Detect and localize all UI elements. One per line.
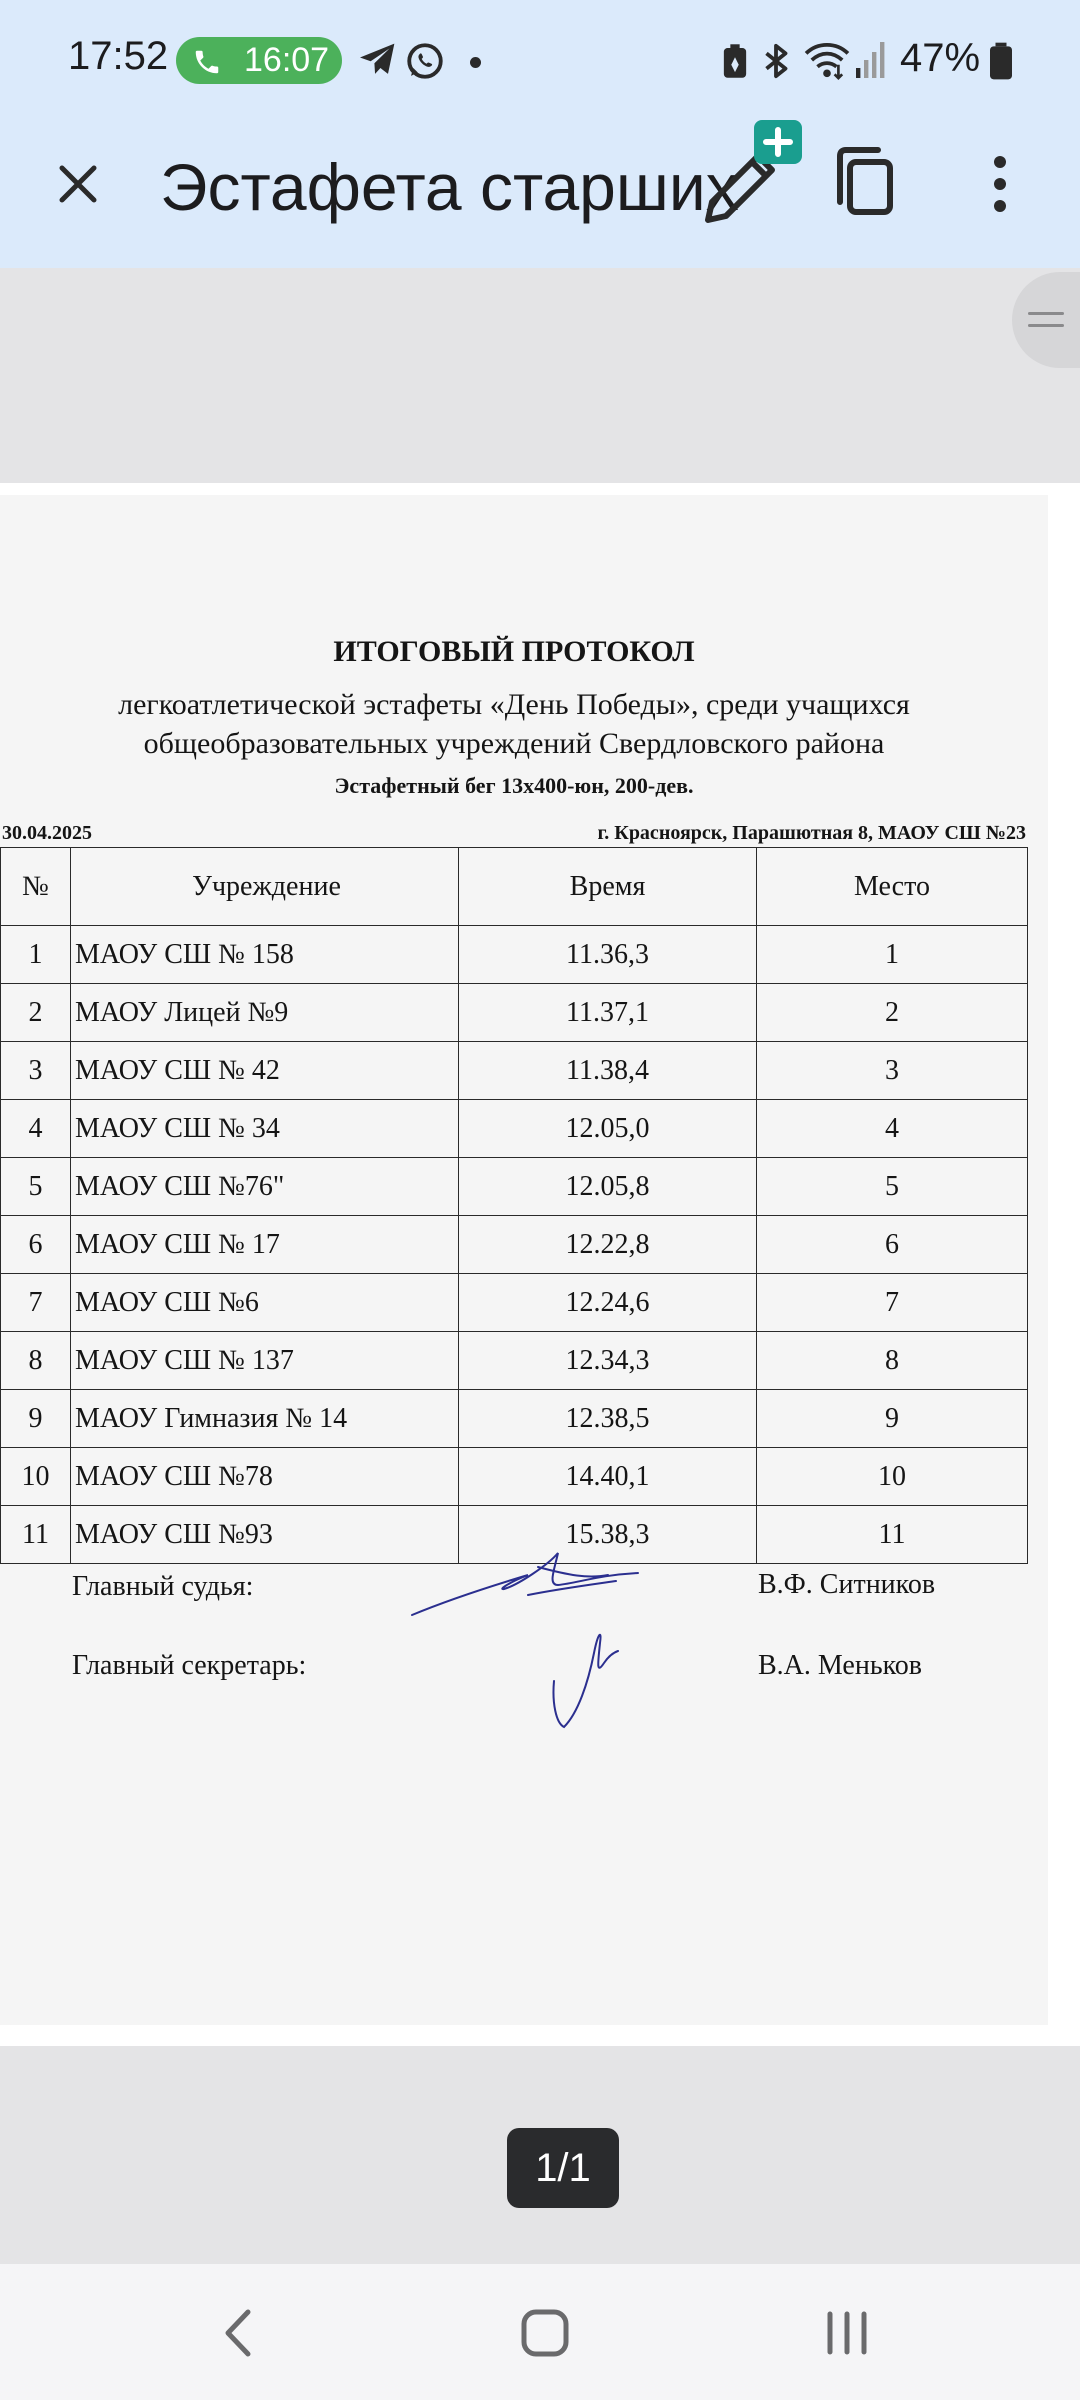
cell-time: 11.37,1 (459, 984, 757, 1042)
edit-add-icon[interactable] (694, 120, 804, 230)
table-row (1, 1274, 1028, 1332)
table-row (1, 1100, 1028, 1158)
table-row (1, 1042, 1028, 1100)
header-num: № (1, 848, 71, 926)
cell-num: 8 (1, 1332, 71, 1390)
copy-icon[interactable] (826, 144, 906, 224)
cell-time: 11.38,4 (459, 1042, 757, 1100)
call-timer: 16:07 (244, 41, 330, 79)
cell-place: 5 (757, 1158, 1028, 1216)
header-time: Время (459, 848, 757, 926)
cell-place: 11 (757, 1506, 1028, 1564)
cell-time: 12.38,5 (459, 1390, 757, 1448)
cell-time: 11.36,3 (459, 926, 757, 984)
cell-school: МАОУ Гимназия № 14 (71, 1390, 459, 1448)
close-icon[interactable] (42, 148, 114, 220)
cell-num: 10 (1, 1448, 71, 1506)
table-row (1, 1390, 1028, 1448)
home-icon[interactable] (500, 2298, 590, 2368)
signal-icon (856, 42, 886, 78)
table-row (1, 1448, 1028, 1506)
cell-time: 12.05,0 (459, 1100, 757, 1158)
cell-school: МАОУ СШ №78 (71, 1448, 459, 1506)
cell-place: 7 (757, 1274, 1028, 1332)
document-title: Эстафета старших (160, 150, 739, 224)
protocol-subtitle-line1: легкоатлетической эстафеты «День Победы», среди учащихся (118, 688, 910, 721)
system-navigation-bar (0, 2264, 1080, 2400)
cell-time: 12.34,3 (459, 1332, 757, 1390)
fast-scroll-handle[interactable] (1012, 272, 1080, 368)
recents-icon[interactable] (802, 2298, 892, 2368)
cell-place: 8 (757, 1332, 1028, 1390)
bluetooth-icon (762, 42, 790, 80)
status-bar (0, 0, 1080, 120)
battery-percent: 47% (900, 36, 981, 80)
page-indicator: 1/1 (507, 2128, 619, 2208)
cell-num: 3 (1, 1042, 71, 1100)
back-icon[interactable] (196, 2298, 286, 2368)
cell-time: 15.38,3 (459, 1506, 757, 1564)
more-vert-icon[interactable] (970, 144, 1030, 224)
cell-time: 14.40,1 (459, 1448, 757, 1506)
ongoing-call-chip[interactable] (176, 37, 342, 84)
whatsapp-icon (404, 40, 446, 82)
wifi-icon (804, 42, 850, 80)
notification-dot (470, 57, 481, 68)
cell-place: 2 (757, 984, 1028, 1042)
cell-place: 6 (757, 1216, 1028, 1274)
chief-judge-label: Главный судья: (72, 1571, 254, 1602)
cell-school: МАОУ Лицей №9 (71, 984, 459, 1042)
header-school: Учреждение (71, 848, 459, 926)
battery-saver-icon (722, 42, 748, 80)
cell-num: 5 (1, 1158, 71, 1216)
table-row (1, 1332, 1028, 1390)
chief-judge-name: В.Ф. Ситников (758, 1569, 936, 1600)
results-table (0, 847, 1028, 1564)
protocol-heading: ИТОГОВЫЙ ПРОТОКОЛ (333, 635, 695, 668)
event-description: Эстафетный бег 13х400-юн, 200-дев. (334, 773, 694, 798)
table-row (1, 984, 1028, 1042)
cell-place: 10 (757, 1448, 1028, 1506)
secretary-signature (548, 1623, 648, 1733)
cell-place: 4 (757, 1100, 1028, 1158)
cell-school: МАОУ СШ № 137 (71, 1332, 459, 1390)
cell-num: 1 (1, 926, 71, 984)
table-row (1, 1158, 1028, 1216)
chief-secretary-label: Главный секретарь: (72, 1650, 307, 1681)
cell-place: 3 (757, 1042, 1028, 1100)
table-row (1, 926, 1028, 984)
battery-icon (990, 42, 1012, 80)
cell-num: 4 (1, 1100, 71, 1158)
event-date: 30.04.2025 (2, 822, 92, 844)
table-row (1, 1216, 1028, 1274)
cell-school: МАОУ СШ № 34 (71, 1100, 459, 1158)
cell-school: МАОУ СШ №93 (71, 1506, 459, 1564)
header-place: Место (757, 848, 1028, 926)
app-header (0, 0, 1080, 268)
cell-school: МАОУ СШ № 158 (71, 926, 459, 984)
cell-school: МАОУ СШ № 17 (71, 1216, 459, 1274)
judge-signature (408, 1545, 658, 1625)
protocol-subtitle-line2: общеобразовательных учреждений Свердловского района (143, 727, 885, 760)
cell-school: МАОУ СШ №6 (71, 1274, 459, 1332)
viewer-toolbar (0, 120, 1080, 268)
cell-num: 11 (1, 1506, 71, 1564)
event-location: г. Красноярск, Парашютная 8, МАОУ СШ №23 (597, 822, 1026, 844)
scanned-sheet (0, 495, 1048, 2025)
phone-icon (192, 47, 222, 77)
table-header-row (1, 848, 1028, 926)
cell-num: 9 (1, 1390, 71, 1448)
cell-school: МАОУ СШ № 42 (71, 1042, 459, 1100)
cell-num: 6 (1, 1216, 71, 1274)
cell-time: 12.24,6 (459, 1274, 757, 1332)
status-time: 17:52 (68, 34, 169, 78)
chief-secretary-name: В.А. Меньков (758, 1650, 923, 1681)
document-page[interactable] (0, 483, 1080, 2046)
cell-time: 12.22,8 (459, 1216, 757, 1274)
telegram-icon (358, 42, 398, 78)
cell-place: 1 (757, 926, 1028, 984)
cell-place: 9 (757, 1390, 1028, 1448)
cell-time: 12.05,8 (459, 1158, 757, 1216)
cell-school: МАОУ СШ №76" (71, 1158, 459, 1216)
cell-num: 7 (1, 1274, 71, 1332)
cell-num: 2 (1, 984, 71, 1042)
